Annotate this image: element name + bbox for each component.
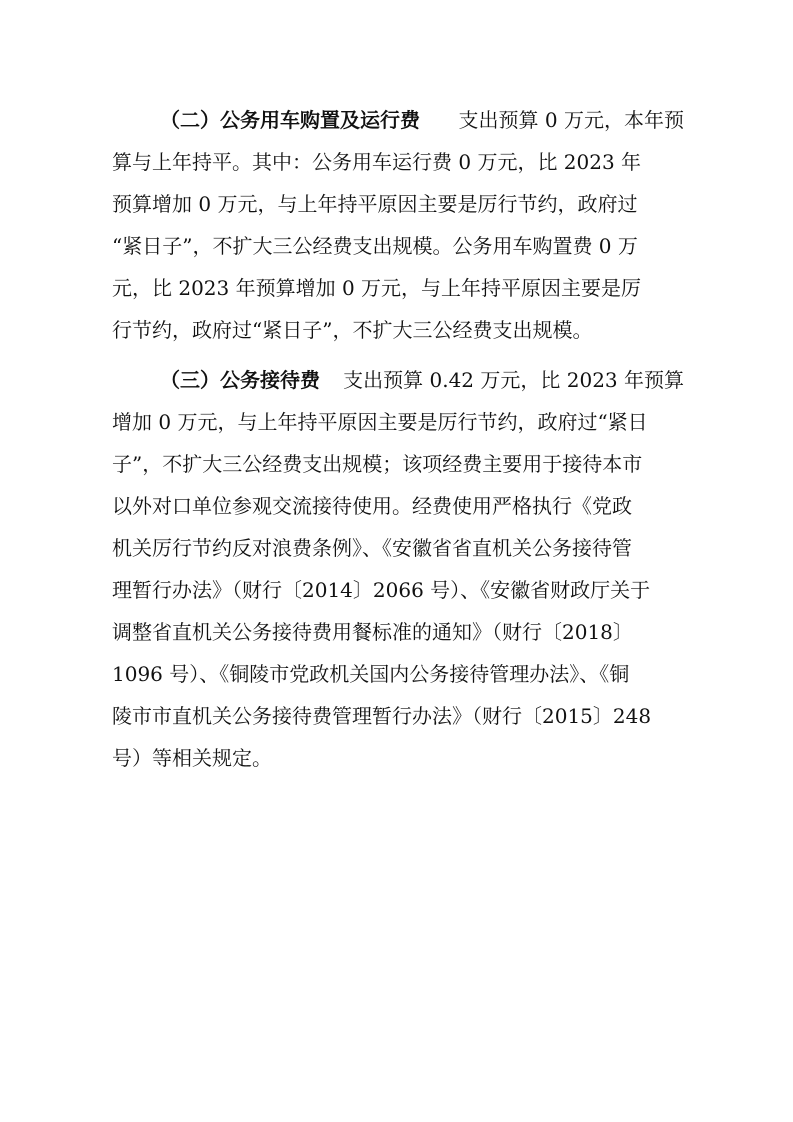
paragraph-line: 预算增加 0 万元，与上年持平原因主要是厉行节约，政府过: [112, 192, 638, 216]
paragraph-line: 算与上年持平。其中：公务用车运行费 0 万元，比 2023 年: [112, 150, 642, 174]
line-text: 支出预算 0.42 万元，比 2023 年预算: [343, 368, 684, 392]
paragraph-line: “紧日子”，不扩大三公经费支出规模。公务用车购置费 0 万: [112, 234, 638, 258]
document-page: [112, 99, 684, 787]
paragraph-line: 以外对口单位参观交流接待使用。经费使用严格执行《党政: [112, 494, 632, 518]
paragraph-line: 行节约，政府过“紧日子”，不扩大三公经费支出规模。: [112, 318, 593, 342]
paragraph-line: [112, 99, 684, 141]
section-reception-expenses: [112, 359, 684, 779]
paragraph-line: 陵市市直机关公务接待费管理暂行办法》（财行〔2015〕248: [112, 704, 652, 728]
section-vehicle-expenses: [112, 99, 684, 351]
paragraph-line: 元，比 2023 年预算增加 0 万元，与上年持平原因主要是厉: [112, 276, 642, 300]
paragraph-line: 号）等相关规定。: [112, 746, 272, 770]
paragraph-line: 理暂行办法》（财行〔2014〕2066 号）、《安徽省财政厅关于: [112, 578, 651, 602]
paragraph-line: 调整省直机关公务接待费用餐标准的通知》（财行〔2018〕: [112, 620, 633, 644]
paragraph-line: [112, 359, 684, 401]
paragraph-line: 1096 号）、《铜陵市党政机关国内公务接待管理办法》、《铜: [112, 662, 630, 686]
section-heading: （二）公务用车购置及运行费: [160, 108, 420, 132]
paragraph-line: 机关厉行节约反对浪费条例》、《安徽省省直机关公务接待管: [112, 536, 632, 560]
paragraph-line: 增加 0 万元，与上年持平原因主要是厉行节约，政府过“紧日: [112, 410, 648, 434]
line-text: 支出预算 0 万元，本年预: [458, 108, 684, 132]
section-heading: （三）公务接待费: [160, 368, 320, 392]
paragraph-line: 子”，不扩大三公经费支出规模；该项经费主要用于接待本市: [112, 452, 643, 476]
